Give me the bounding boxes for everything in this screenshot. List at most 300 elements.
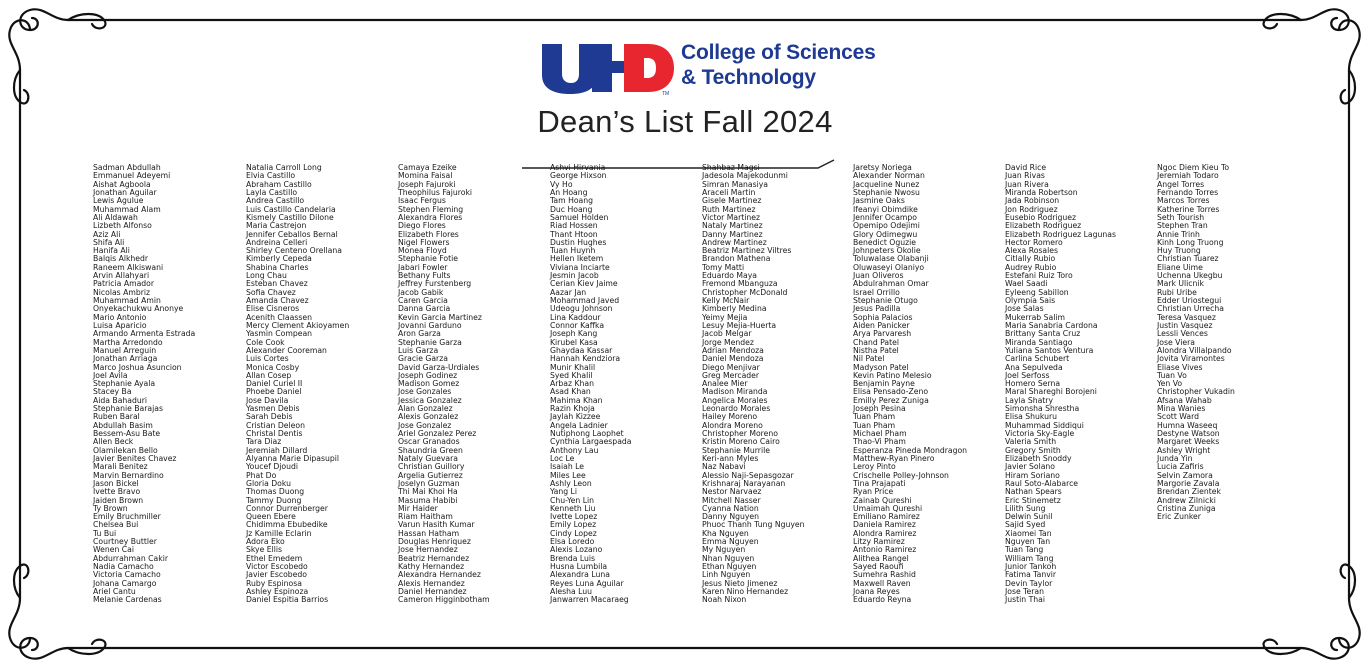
name-column-5 (702, 164, 852, 605)
list-item: Alondra Ramirez (853, 528, 917, 538)
list-item: Alexa Rosales (1005, 246, 1058, 256)
list-item: Mark Ulicnik (1157, 279, 1204, 289)
list-item: Mohammad Javed (550, 296, 620, 305)
list-item: Hannah Kendziora (550, 354, 621, 364)
list-item: Alan Gonzalez (398, 404, 453, 414)
list-item: Kimberly Cepeda (246, 254, 312, 264)
list-item: Argelia Gutierrez (398, 470, 463, 480)
list-item: Connor Durrenberger (246, 503, 328, 513)
list-item: Shirley Centeno Orellana (246, 246, 342, 256)
list-item: Luisa Aparicio (93, 320, 147, 330)
list-item: Melanie Cardenas (93, 595, 162, 605)
list-item: Daniela Ramirez (853, 520, 916, 530)
list-item: Joseph Fajuroki (398, 179, 456, 189)
list-item: Shifa Ali (93, 237, 125, 247)
list-item: Varun Hasith Kumar (398, 520, 475, 530)
list-item: Ali Aldawah (93, 212, 138, 222)
list-item: Aiden Panicker (853, 320, 910, 330)
list-item: Daniel Hernandez (398, 586, 467, 596)
list-item: Connor Kaffka (550, 320, 605, 330)
list-item: Eric Zunker (1157, 512, 1201, 522)
list-item: Litzy Ramirez (853, 537, 905, 547)
list-item: Alexander Cooreman (246, 345, 327, 355)
list-item: Madyson Patel (853, 362, 909, 372)
list-item: Hiram Soriano (1005, 470, 1060, 480)
list-item: Munir Khalil (550, 362, 596, 372)
list-item: Marali Benitez (93, 462, 148, 472)
list-item: Keri-ann Myles (702, 453, 759, 463)
list-item: Rubi Uribe (1157, 287, 1197, 297)
list-item: Shahbaz Magsi (702, 163, 760, 172)
list-item: Danny Nguyen (702, 512, 760, 522)
list-item: Ghaydaa Kassar (550, 345, 613, 355)
list-item: Theophilus Fajuroki (398, 187, 473, 197)
list-item: Phat Do (246, 470, 277, 480)
list-item: Allen Beck (93, 437, 134, 447)
list-item: Manuel Arreguin (93, 345, 157, 355)
list-item: Aazar Jan (550, 287, 587, 297)
list-item: Alyanna Marie Dipasupil (246, 453, 340, 463)
list-item: Christopher McDonald (702, 287, 788, 297)
name-column-4 (550, 164, 700, 605)
name-column-8 (1157, 164, 1307, 521)
list-item: Mukerrab Salim (1005, 312, 1065, 322)
list-item: Arya Parvaresh (853, 329, 912, 339)
list-item: Kismely Castillo Dilone (246, 212, 334, 222)
list-item: Cindy Lopez (550, 528, 597, 538)
list-item: Simonsha Shrestha (1005, 404, 1080, 414)
list-item: Jose Teran (1005, 586, 1045, 596)
list-item: Stephen Fleming (398, 204, 464, 214)
list-item: Fernando Torres (1157, 187, 1219, 197)
list-item: Alexandra Luna (550, 570, 610, 580)
list-item: Stephanie Otugo (853, 296, 918, 305)
list-item: Marcos Torres (1157, 196, 1210, 206)
list-item: Beatriz Martinez Viltres (702, 246, 792, 256)
list-item: Stephanie Ayala (93, 379, 156, 389)
list-item: Alexandra Hernandez (398, 570, 481, 580)
list-item: Jose Gonzalez (398, 420, 452, 430)
list-item: Nataly Guevara (398, 453, 459, 463)
list-item: Nguyen Tan (1005, 537, 1051, 547)
list-item: Stacey Ba (93, 387, 132, 397)
list-item: Reyes Luna Aguilar (550, 578, 624, 588)
list-item: Emmanuel Adeyemi (93, 171, 171, 181)
list-item: Esperanza Pineda Mondragon (853, 445, 968, 455)
list-item: Lewis Agulue (93, 196, 144, 206)
list-item: Alexandra Flores (398, 212, 463, 222)
list-item: Toluwalase Olabanji (853, 254, 929, 264)
list-item: Andreina Celleri (246, 237, 308, 247)
list-item: Ariel Gonzalez Perez (398, 429, 477, 438)
list-item: Kathy Hernandez (398, 562, 465, 571)
list-item: Citlally Rubio (1005, 254, 1056, 264)
list-item: Muhammad Siddiqui (1005, 420, 1084, 430)
list-item: Jose Viera (1157, 337, 1195, 347)
list-item: Thao-Vi Pham (853, 437, 906, 447)
list-item: Joseph Godinez (398, 370, 458, 380)
list-item: Jada Robinson (1005, 196, 1060, 206)
list-item: Jacob Melgar (702, 329, 752, 339)
list-item: Wael Saadi (1005, 279, 1048, 289)
list-item: Maria Sanabria Cardona (1005, 320, 1098, 330)
list-item: Christian Guillory (398, 462, 465, 472)
list-item: Afsana Wahab (1157, 395, 1212, 405)
list-item: Jaretsy Noriega (853, 163, 912, 172)
college-name-line2: & Technology (681, 66, 816, 89)
list-item: Ruben Baral (93, 412, 140, 422)
list-item: Jessica Gonzalez (398, 395, 462, 405)
list-item: Glory Odimegwu (853, 229, 918, 239)
list-item: Victoria Camacho (93, 570, 161, 580)
list-item: Angelica Morales (702, 395, 768, 405)
list-item: Jorge Mendez (702, 337, 754, 347)
list-item: Juan Rivas (1005, 171, 1045, 181)
list-item: Angel Torres (1157, 179, 1205, 189)
list-item: David Rice (1005, 163, 1047, 172)
list-item: Diego Flores (398, 221, 446, 231)
list-item: Elisa Shukuru (1005, 412, 1058, 422)
list-item: Junior Tankoh (1005, 562, 1057, 571)
list-item: Emiliano Ramirez (853, 512, 920, 522)
list-item: Nataly Martinez (702, 221, 763, 231)
list-item: Joel Serfoss (1005, 370, 1050, 380)
list-item: Zainab Qureshi (853, 495, 912, 505)
list-item: Tomy Matti (702, 262, 745, 272)
list-item: Marco Joshua Asuncion (93, 362, 182, 372)
list-item: Chu-Yen Lin (550, 495, 594, 505)
list-item: Oluwaseyi Olaniyo (853, 262, 925, 272)
list-item: Daniel Espitia Barrios (246, 595, 329, 605)
list-item: Gracie Garza (398, 354, 448, 364)
list-item: Javier Solano (1005, 462, 1056, 472)
list-item: Christal Dentis (246, 429, 303, 438)
name-column-6 (853, 164, 1003, 605)
list-item: Luis Cortes (246, 354, 289, 364)
list-item: Miranda Santiago (1005, 337, 1073, 347)
list-item: Jesus Nieto Jimenez (702, 578, 778, 588)
list-item: Alondra Villalpando (1157, 345, 1232, 355)
list-item: Junda Yin (1157, 453, 1193, 463)
list-item: Cerian Kiev Jaime (550, 279, 618, 289)
list-item: Abdulrahman Omar (853, 279, 929, 289)
list-item: Juan Rivera (1005, 179, 1049, 189)
list-item: Jennifer Ceballos Bernal (246, 229, 338, 239)
list-item: Lucia Zafiris (1157, 462, 1204, 472)
list-item: Onyekachukwu Anonye (93, 304, 184, 314)
list-item: Yasmin Compean (246, 329, 313, 339)
list-item: Alithea Rangel (853, 553, 909, 563)
list-item: Alessio Naji-Sepasgozar (702, 470, 794, 480)
list-item: Bethany Fults (398, 271, 451, 281)
list-item: Ethan Nguyen (702, 562, 757, 571)
list-item: Homero Serna (1005, 379, 1061, 389)
list-item: Opemipo Odejimi (853, 221, 920, 231)
list-item: Martha Arredondo (93, 337, 163, 347)
list-item: Leroy Pinto (853, 462, 896, 472)
list-item: Ty Brown (93, 503, 128, 513)
list-item: Aishat Agboola (93, 179, 151, 189)
list-item: Tina Prajapati (853, 478, 906, 488)
list-item: Noah Nixon (702, 595, 747, 605)
list-item: Mitchell Nasser (702, 495, 761, 505)
list-item: Joseph Kang (550, 329, 598, 339)
list-item: Madison Gomez (398, 379, 460, 389)
list-item: Johana Camargo (93, 578, 157, 588)
list-item: Vy Ho (550, 179, 573, 189)
list-item: Matthew-Ryan Pinero (853, 453, 935, 463)
list-item: Duc Hoang (550, 204, 593, 214)
list-item: Douglas Henriquez (398, 537, 471, 547)
list-item: Emily Lopez (550, 520, 597, 530)
list-item: Long Chau (246, 271, 287, 281)
list-item: Layla Shatry (1005, 395, 1054, 405)
list-item: Elizabeth Rodriguez Lagunas (1005, 229, 1116, 239)
list-item: Cristina Zuniga (1157, 503, 1216, 513)
trademark-mark: TM (662, 91, 670, 96)
list-item: Ryan Price (853, 487, 894, 497)
name-column-2 (246, 164, 396, 605)
list-item: Tuan Pham (853, 412, 896, 422)
page-title: Dean’s List Fall 2024 (537, 104, 833, 139)
list-item: Sajid Syed (1005, 520, 1046, 530)
list-item: Joseph Pesina (853, 404, 906, 414)
list-item: Kevin Garcia Martinez (398, 312, 482, 322)
list-item: Nhan Nguyen (702, 553, 755, 563)
list-item: Nadia Camacho (93, 562, 154, 571)
list-item: Christopher Vukadin (1157, 387, 1235, 397)
list-item: Syed Khalil (550, 370, 593, 380)
list-item: Eusebio Rodriguez (1005, 212, 1077, 222)
name-column-1 (93, 164, 243, 605)
list-item: Jennifer Ocampo (853, 212, 917, 222)
list-item: Anthony Lau (550, 445, 599, 455)
list-item: Mario Antonio (93, 312, 147, 322)
list-item: Kinh Long Truong (1157, 237, 1224, 247)
list-item: Emily Bruchmiller (93, 512, 161, 522)
list-item: Fatima Tanvir (1005, 570, 1057, 580)
list-item: Eyleeng Sabillon (1005, 287, 1069, 297)
list-item: Tuan Vo (1157, 370, 1187, 380)
list-item: Nil Patel (853, 354, 885, 364)
list-item: Kenneth Liu (550, 503, 596, 513)
list-item: Javier Escobedo (246, 570, 307, 580)
list-item: Husna Lumbila (550, 562, 608, 571)
list-item: Sayed Raoufi (853, 562, 904, 571)
list-item: Ashley Wright (1157, 445, 1211, 455)
list-item: Arvin Allahyari (93, 271, 150, 281)
list-item: Jz Kamille Eclarin (246, 528, 312, 538)
list-item: Abdullah Basim (93, 420, 153, 430)
list-item: Jon Rodriguez (1005, 204, 1058, 214)
list-item: Aida Bahaduri (93, 395, 148, 405)
list-item: Crischelle Polley-Johnson (853, 470, 949, 480)
list-item: Andrew Martinez (702, 237, 767, 247)
list-item: Abraham Castillo (246, 179, 312, 189)
list-item: Danna Garcia (398, 304, 451, 314)
list-item: Greg Mercader (702, 370, 760, 380)
list-item: Miles Lee (550, 470, 586, 480)
list-item: Marvin Bernardino (93, 470, 164, 480)
list-item: Beatriz Hernandez (398, 553, 470, 563)
list-item: George Hixson (550, 171, 607, 181)
list-item: Hector Romero (1005, 237, 1063, 247)
list-item: Ngoc Diem Kieu To (1157, 163, 1230, 172)
list-item: Elise Cisneros (246, 304, 300, 314)
name-column-7 (1005, 164, 1155, 605)
list-item: Sarah Debis (246, 412, 293, 422)
list-item: Simran Manasiya (702, 179, 769, 189)
list-item: Stephanie Fotie (398, 254, 458, 264)
list-item: Jadesola Majekodunmi (702, 171, 788, 181)
list-item: Adrian Mendoza (702, 345, 764, 355)
list-item: Seth Tourish (1157, 212, 1205, 222)
list-item: Alondra Moreno (702, 420, 763, 430)
list-item: Samuel Holden (550, 212, 609, 222)
list-item: Angela Ladnier (550, 420, 608, 430)
list-item: Diego Menjivar (702, 362, 760, 372)
list-item: Michael Pham (853, 429, 907, 438)
list-item: William Tang (1005, 553, 1054, 563)
list-item: Jovanni Garduno (398, 320, 462, 330)
uhd-logo (540, 38, 876, 96)
list-item: Jabari Fowler (398, 262, 448, 272)
list-item: Lizbeth Alfonso (93, 221, 152, 231)
list-item: Esteban Chavez (246, 279, 308, 289)
list-item: Emma Nguyen (702, 537, 759, 547)
list-item: Riad Hossen (550, 221, 598, 231)
list-item: Ashvi Hirvania (550, 163, 606, 172)
list-item: Yeimy Mejia (702, 312, 748, 322)
list-item: Israel Orrillo (853, 287, 900, 297)
list-item: Hellen Iketem (550, 254, 604, 264)
list-item: Jose Davila (246, 395, 289, 405)
list-item: Muhammad Alam (93, 204, 161, 214)
list-item: Brandon Mathena (702, 254, 771, 264)
list-item: Viviana Inciarte (550, 262, 610, 272)
list-item: Yen Vo (1157, 379, 1183, 389)
list-item: Thant Htoon (550, 229, 598, 239)
list-item: Brittany Santa Cruz (1005, 329, 1081, 339)
list-item: Sophia Palacios (853, 312, 913, 322)
list-item: Gregory Smith (1005, 445, 1061, 455)
list-item: Ethel Emedem (246, 553, 303, 563)
list-item: Christian Tuarez (1157, 254, 1219, 264)
list-item: Olamilekan Bello (93, 445, 158, 455)
list-item: Alexis Hernandez (398, 578, 465, 588)
list-item: Queen Ebere (246, 512, 296, 522)
list-item: Cole Cook (246, 337, 285, 347)
list-item: Jonathan Aguilar (93, 187, 157, 197)
list-item: Carlina Schubert (1005, 354, 1070, 364)
list-item: Lilith Sung (1005, 503, 1046, 513)
list-item: Valeria Smith (1005, 437, 1057, 447)
list-item: Alesha Luu (550, 586, 593, 596)
list-item: Elisa Pensado-Zeno (853, 387, 929, 397)
list-item: Humna Waseeq (1157, 420, 1218, 430)
list-item: Mir Haider (398, 503, 438, 513)
list-item: Joana Reyes (853, 586, 900, 596)
list-item: Chand Patel (853, 337, 900, 347)
list-item: Eliane Uime (1157, 262, 1203, 272)
list-item: Layla Castillo (246, 187, 298, 197)
list-item: Cyanna Nation (702, 503, 759, 513)
list-item: Sadman Abdullah (93, 163, 161, 172)
list-item: Brendan Zientek (1157, 487, 1221, 497)
list-item: Yuliana Santos Ventura (1005, 345, 1094, 355)
list-item: Abdurrahman Cakir (93, 553, 169, 563)
list-item: Katherine Torres (1157, 204, 1220, 214)
list-item: Kimberly Medina (702, 304, 767, 314)
list-item: Leonardo Morales (702, 404, 771, 414)
list-item: Mercy Clement Akioyamen (246, 320, 350, 330)
list-item: Cynthia Largaespada (550, 437, 632, 447)
list-item: Masuma Habibi (398, 495, 458, 505)
list-item: Devin Taylor (1005, 578, 1053, 588)
list-item: Aziz Ali (93, 229, 121, 239)
list-item: Teresa Vasquez (1157, 312, 1216, 322)
college-name (681, 40, 876, 90)
list-item: Alexis Lozano (550, 545, 603, 555)
list-item: Victor Martinez (702, 212, 761, 222)
list-item: Tam Hoang (550, 196, 594, 206)
list-item: Alexander Norman (853, 171, 925, 181)
list-item: Maral Shareghi Borojeni (1005, 387, 1097, 397)
list-item: Raneem Alkiswani (93, 262, 164, 272)
list-item: Naz Nabavi (702, 462, 746, 472)
list-item: Jacob Gabik (398, 287, 444, 297)
list-item: Ifeanyi Obimdike (853, 204, 918, 214)
list-item: Maxwell Raven (853, 578, 911, 588)
list-item: Tuan Tang (1005, 545, 1044, 555)
list-item: Edder Uriostegui (1157, 296, 1222, 305)
list-item: Jose Hernandez (398, 545, 458, 555)
list-item: Sofia Chavez (246, 287, 296, 297)
list-item: Maria Castrejon (246, 221, 307, 231)
list-item: Asad Khan (550, 387, 591, 397)
list-item: Fremond Mbanguza (702, 279, 778, 289)
list-item: Juan Oliveros (853, 271, 904, 281)
header (0, 38, 1369, 138)
list-item: Razin Khoja (550, 404, 595, 414)
list-item: Audrey Rubio (1005, 262, 1057, 272)
list-item: Luis Garza (398, 345, 439, 355)
list-item: Eduardo Maya (702, 271, 757, 281)
list-item: Mina Wanies (1157, 404, 1206, 414)
list-item: Thi Mai Khoi Ha (398, 487, 458, 497)
list-item: Chelsea Bui (93, 520, 139, 530)
list-item: Natalia Carroll Long (246, 163, 322, 172)
list-item: Yasmen Debis (246, 404, 300, 414)
list-item: Gloria Doku (246, 478, 291, 488)
list-item: Phoebe Daniel (246, 387, 302, 397)
list-item: Shabina Charles (246, 262, 309, 272)
list-item: Udeogu Johnson (550, 304, 613, 314)
list-item: Patricia Amador (93, 279, 155, 289)
list-item: Muhammad Amin (93, 296, 161, 305)
list-item: Yang Li (550, 487, 577, 497)
list-item: Jovita Viramontes (1157, 354, 1225, 364)
list-item: Raul Soto-Alabarce (1005, 478, 1079, 488)
list-item: Javier Benites Chavez (93, 453, 177, 463)
list-item: Nathan Spears (1005, 487, 1062, 497)
list-item: Skye Ellis (246, 545, 283, 555)
name-column-3 (398, 164, 548, 605)
list-item: Ariel Cantu (93, 586, 136, 596)
list-item: Bessem-Asu Bate (93, 429, 161, 438)
list-item: Daniel Curiel II (246, 379, 303, 389)
list-item: Stephanie Nwosu (853, 187, 920, 197)
